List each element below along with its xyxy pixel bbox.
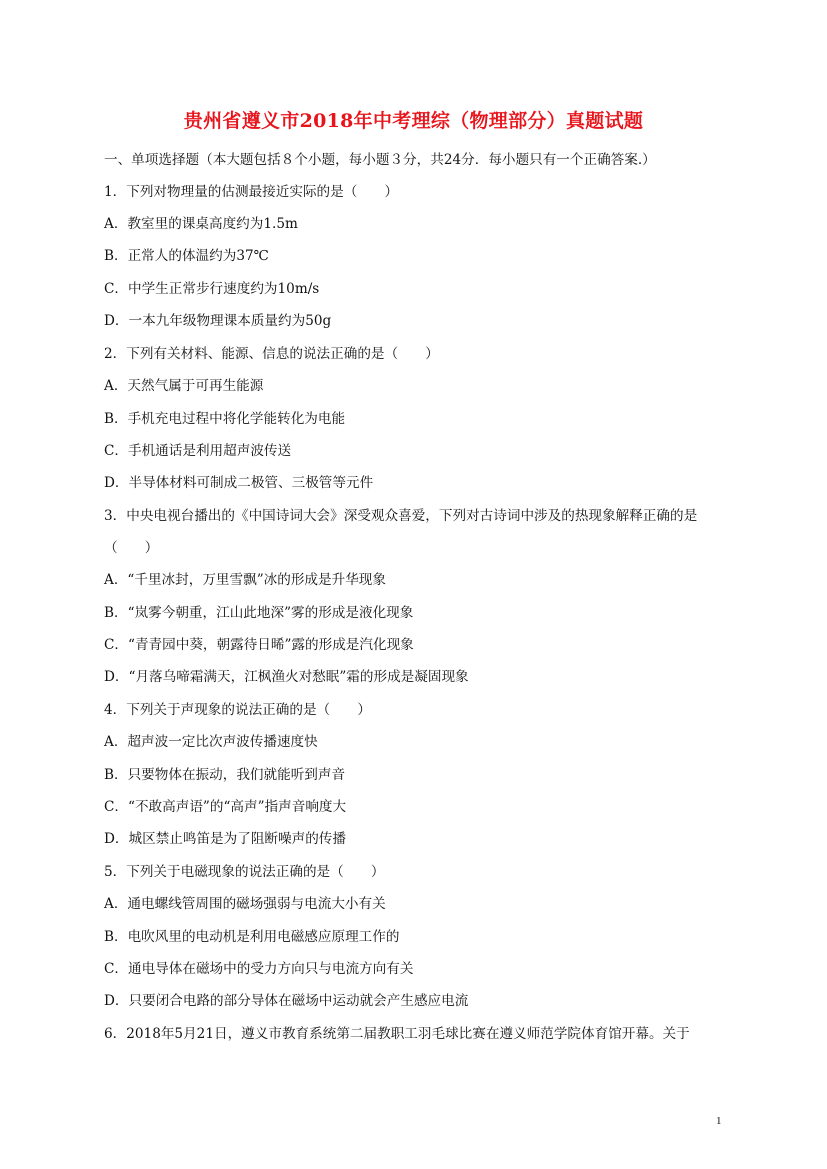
question-1-option-b: B．正常人的体温约为37℃ bbox=[104, 248, 269, 264]
question-2-option-a: A．天然气属于可再生能源 bbox=[104, 378, 264, 394]
question-4-option-d: D．城区禁止鸣笛是为了阻断噪声的传播 bbox=[104, 831, 346, 847]
question-2-option-c: C．手机通话是利用超声波传送 bbox=[104, 443, 292, 459]
question-2-option-b: B．手机充电过程中将化学能转化为电能 bbox=[104, 411, 346, 427]
question-1-option-a: A．教室里的课桌高度约为1.5m bbox=[104, 216, 298, 232]
question-3-option-c: C．“青青园中葵，朝露待日晞”露的形成是汽化现象 bbox=[104, 637, 414, 653]
question-4-stem: 4．下列关于声现象的说法正确的是（ ） bbox=[104, 702, 371, 718]
question-1-option-c: C．中学生正常步行速度约为10m/s bbox=[104, 281, 320, 297]
question-5-option-d: D．只要闭合电路的部分导体在磁场中运动就会产生感应电流 bbox=[104, 993, 469, 1009]
question-4-option-a: A．超声波一定比次声波传播速度快 bbox=[104, 734, 318, 750]
question-2-option-d: D．半导体材料可制成二极管、三极管等元件 bbox=[104, 475, 374, 491]
question-3-stem: 3．中央电视台播出的《中国诗词大会》深受观众喜爱，下列对古诗词中涉及的热现象解释正确的是 bbox=[104, 508, 698, 524]
question-5-option-c: C．通电导体在磁场中的受力方向只与电流方向有关 bbox=[104, 961, 414, 977]
question-4-option-b: B．只要物体在振动，我们就能听到声音 bbox=[104, 767, 346, 783]
section-heading: 一、单项选择题（本大题包括８个小题，每小题３分，共24分．每小题只有一个正确答案.） bbox=[104, 152, 656, 168]
question-4-option-c: C．“不敢高声语”的“高声”指声音响度大 bbox=[104, 799, 347, 815]
question-1-option-d: D．一本九年级物理课本质量约为50g bbox=[104, 313, 332, 329]
question-6-stem: 6．2018年5月21日，遵义市教育系统第二届教职工羽毛球比赛在遵义师范学院体育馆开幕。关于 bbox=[104, 1026, 690, 1042]
question-1-stem: 1．下列对物理量的估测最接近实际的是（ ） bbox=[104, 184, 399, 200]
question-3-option-d: D．“月落乌啼霜满天，江枫渔火对愁眠”霜的形成是凝固现象 bbox=[104, 669, 469, 685]
question-2-stem: 2．下列有关材料、能源、信息的说法正确的是（ ） bbox=[104, 346, 439, 362]
question-5-option-a: A．通电螺线管周围的磁场强弱与电流大小有关 bbox=[104, 896, 386, 912]
question-5-option-b: B．电吹风里的电动机是利用电磁感应原理工作的 bbox=[104, 929, 400, 945]
page-number: 1 bbox=[716, 1115, 722, 1127]
question-5-stem: 5．下列关于电磁现象的说法正确的是（ ） bbox=[104, 864, 385, 880]
question-3-option-b: B．“岚雾今朝重，江山此地深”雾的形成是液化现象 bbox=[104, 605, 414, 621]
page-title: 贵州省遵义市2018年中考理综（物理部分）真题试题 bbox=[183, 110, 644, 132]
question-3-stem-continued: （ ） bbox=[104, 540, 159, 556]
question-3-option-a: A．“千里冰封，万里雪飘”冰的形成是升华现象 bbox=[104, 572, 386, 588]
